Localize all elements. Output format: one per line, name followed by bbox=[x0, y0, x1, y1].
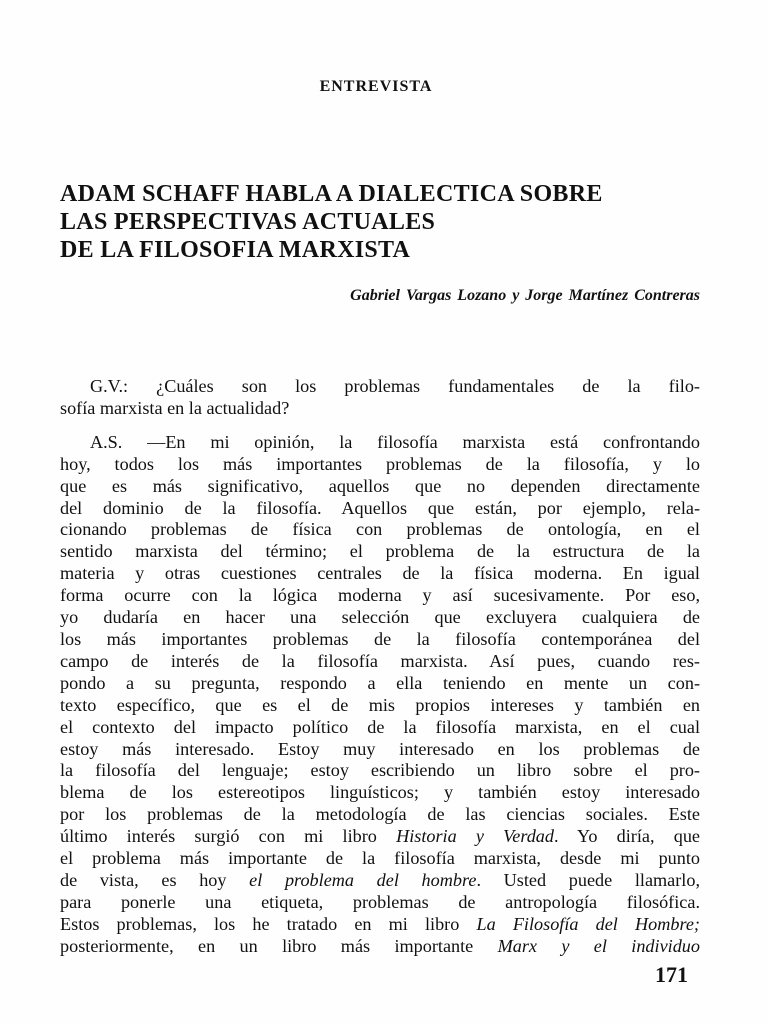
answer-line: texto específico, que es el de mis propios intereses y también en bbox=[60, 694, 700, 715]
answer-line: el contexto del impacto político de la filosofía marxista, en el cual bbox=[60, 716, 700, 737]
title-line-3: DE LA FILOSOFIA MARXISTA bbox=[60, 237, 411, 263]
answer-line: para ponerle una etiqueta, problemas de antropología filosófica. bbox=[60, 891, 700, 912]
italic-title: el problema del hombre bbox=[249, 869, 477, 890]
italic-title: La Filosofía del Hombre; bbox=[476, 913, 700, 934]
answer-line: de vista, es hoy el problema del hombre. Usted puede llamarlo, bbox=[60, 869, 701, 890]
question-line: sofía marxista en la actualidad? bbox=[60, 397, 290, 418]
question-line: G.V.: ¿Cuáles son los problemas fundamentales de la filo- bbox=[90, 376, 700, 396]
answer-line: Estos problemas, los he tratado en mi libro La Filosofía del Hombre; bbox=[60, 913, 700, 934]
answer-line: hoy, todos los más importantes problemas de la filosofía, y lo bbox=[60, 453, 700, 474]
italic-title: Marx y el individuo bbox=[497, 935, 700, 956]
answer-line: posteriormente, en un libro más importante Marx y el individuo bbox=[60, 935, 700, 956]
italic-title: Historia y Verdad bbox=[396, 826, 554, 847]
answer-line: que es más significativo, aquellos que no dependen directamente bbox=[60, 475, 700, 496]
title-line-2: LAS PERSPECTIVAS ACTUALES bbox=[60, 209, 436, 235]
answer-line: sentido marxista del término; el problema de la estructura de la bbox=[60, 541, 700, 562]
answer-line: del dominio de la filosofía. Aquellos que están, por ejemplo, rela- bbox=[60, 497, 700, 518]
authors-byline: Gabriel Vargas Lozano y Jorge Martínez Contreras bbox=[350, 287, 700, 304]
title-line-1: ADAM SCHAFF HABLA A DIALECTICA SOBRE bbox=[60, 181, 603, 207]
answer-line: los más importantes problemas de la filosofía contemporánea del bbox=[60, 628, 700, 649]
answer-line: cionando problemas de física con problemas de ontología, en el bbox=[60, 519, 700, 540]
answer-line: yo dudaría en hacer una selección que excluyera cualquiera de bbox=[60, 607, 700, 628]
answer-line: forma ocurre con la lógica moderna y así sucesivamente. Por eso, bbox=[60, 585, 700, 606]
answer-line: blema de los estereotipos linguísticos; y también estoy interesado bbox=[60, 782, 700, 803]
page-number: 171 bbox=[655, 962, 688, 987]
answer-line: pondo a su pregunta, respondo a ella teniendo en mente un con- bbox=[60, 672, 700, 693]
answer-line: A.S. —En mi opinión, la filosofía marxista está confrontando bbox=[90, 431, 700, 452]
answer-line: estoy más interesado. Estoy muy interesado en los problemas de bbox=[60, 738, 700, 759]
section-label: ENTREVISTA bbox=[319, 78, 433, 95]
answer-line: último interés surgió con mi libro Historia y Verdad. Yo diría, que bbox=[60, 826, 700, 847]
answer-line: campo de interés de la filosofía marxista. Así pues, cuando res- bbox=[60, 650, 700, 671]
answer-line: por los problemas de la metodología de las ciencias sociales. Este bbox=[60, 804, 700, 825]
answer-line: materia y otras cuestiones centrales de la física moderna. En igual bbox=[60, 563, 700, 584]
answer-line: el problema más importante de la filosofía marxista, desde mi punto bbox=[60, 848, 700, 869]
article-title bbox=[60, 180, 720, 264]
question-paragraph bbox=[60, 376, 700, 420]
answer-line: la filosofía del lenguaje; estoy escribiendo un libro sobre el pro- bbox=[60, 760, 700, 781]
answer-paragraph bbox=[60, 432, 700, 958]
article-body bbox=[60, 376, 700, 958]
